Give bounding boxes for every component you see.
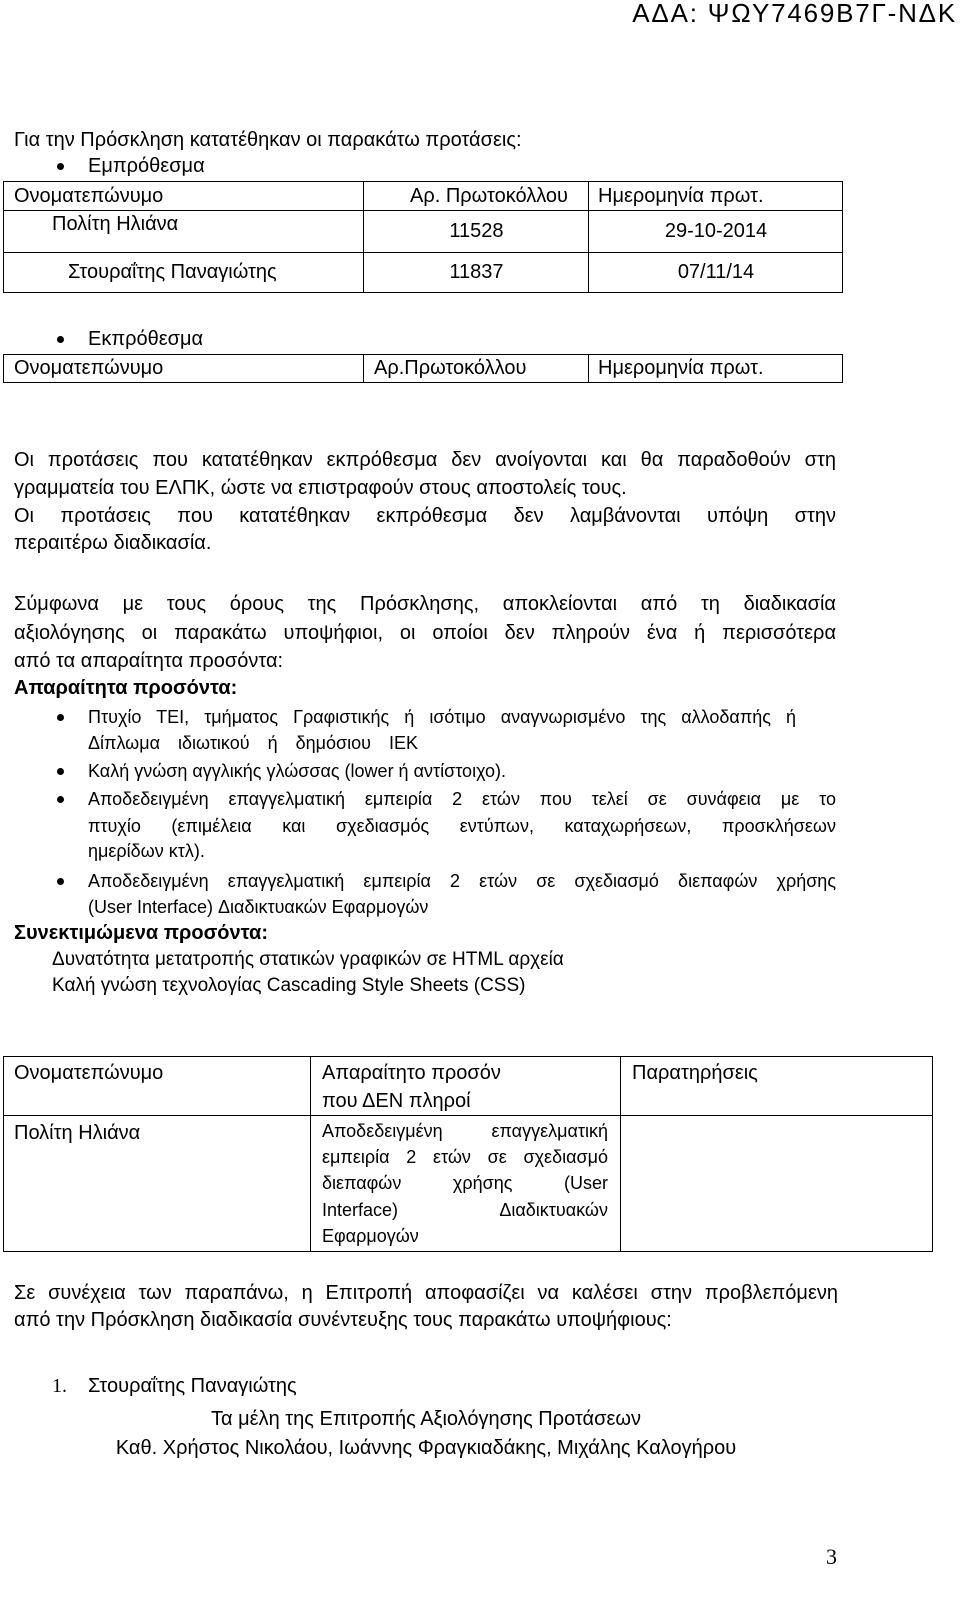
desired-item: Καλή γνώση τεχνολογίας Cascading Style Sheets (CSS): [52, 975, 526, 996]
required-heading: Απαραίτητα προσόντα:: [14, 677, 238, 699]
desired-item: Δυνατότητα μετατροπής στατικών γραφικών σε HTML αρχεία: [52, 949, 564, 970]
committee-title: Τα μέλη της Επιτροπής Αξιολόγησης Προτάσεων: [211, 1408, 641, 1430]
table-cell-date: 07/11/14: [677, 261, 755, 283]
table-header-cell: Ημερομηνία πρωτ.: [598, 357, 764, 379]
bullet-marker: [57, 714, 64, 721]
table-cell-name: Πολίτη Ηλιάνα: [52, 213, 179, 235]
list-number: 1.: [52, 1375, 67, 1397]
bullet-marker: [57, 768, 64, 775]
late-label: Εκπρόθεσμα: [88, 328, 204, 350]
table-header-cell: Αρ.Πρωτοκόλλου: [374, 357, 527, 379]
excluded-table: [3, 1056, 933, 1252]
table-cell-protocol: 11837: [449, 261, 504, 283]
table-cell-protocol: 11528: [449, 220, 504, 242]
table-cell-missing-line: Αποδεδειγμένη επαγγελματική: [322, 1121, 608, 1141]
table-divider: [588, 355, 589, 382]
table-divider: [310, 1057, 311, 1251]
exclusion-line: από τα απαραίτητα προσόντα:: [14, 650, 284, 672]
table-header-cell: Απαραίτητο προσόν: [322, 1062, 501, 1084]
late-note-line: περαιτέρω διαδικασία.: [14, 532, 212, 554]
table-divider: [4, 210, 842, 211]
table-header-cell: Ονοματεπώνυμο: [14, 1062, 164, 1084]
table-header-cell: Αρ. Πρωτοκόλλου: [410, 185, 568, 207]
table-cell-missing-line: Interface) Διαδικτυακών: [322, 1200, 608, 1220]
desired-heading: Συνεκτιμώμενα προσόντα:: [14, 922, 268, 944]
required-item-line: (User Interface) Διαδικτυακών Εφαρμογών: [88, 897, 429, 917]
table-cell-date: 29-10-2014: [664, 220, 768, 242]
required-item-line: Πτυχίο ΤΕΙ, τμήματος Γραφιστικής ή ισότιμο αναγνωρισμένο της αλλοδαπής ή: [88, 707, 796, 727]
late-note-line: Οι προτάσεις που κατατέθηκαν εκπρόθεσμα δεν ανοίγονται και θα παραδοθούν στη: [14, 449, 836, 471]
late-note-line: γραμματεία του ΕΛΠΚ, ώστε να επιστραφούν στους αποστολείς τους.: [14, 477, 627, 499]
table-cell-missing-line: Εφαρμογών: [322, 1226, 419, 1246]
required-item-line: Αποδεδειγμένη επαγγελματική εμπειρία 2 ετών σε σχεδιασμό διεπαφών χρήσης: [88, 871, 836, 891]
decision-line: από την Πρόσκληση διαδικασία συνέντευξης τους παρακάτω υποψήφιους:: [14, 1309, 672, 1331]
required-item-line: ημερίδων κτλ).: [88, 841, 205, 861]
late-note-line: Οι προτάσεις που κατατέθηκαν εκπρόθεσμα δεν λαμβάνονται υπόψη στην: [14, 505, 836, 527]
required-item-line: Αποδεδειγμένη επαγγελματική εμπειρία 2 ετών που τελεί σε συνάφεια με το: [88, 789, 836, 809]
table-cell-name: Στουραΐτης Παναγιώτης: [68, 261, 277, 283]
invited-name: Στουραΐτης Παναγιώτης: [88, 1375, 297, 1397]
bullet-marker: [57, 163, 64, 170]
committee-members: Καθ. Χρήστος Νικολάου, Ιωάννης Φραγκιαδάκης, Μιχάλης Καλογήρου: [115, 1437, 737, 1459]
bullet-marker: [57, 878, 64, 885]
decision-line: Σε συνέχεια των παραπάνω, η Επιτροπή αποφασίζει να καλέσει στην προβλεπόμενη: [14, 1282, 838, 1304]
table-header-cell: Ονοματεπώνυμο: [14, 185, 164, 207]
table-header-cell: Ημερομηνία πρωτ.: [598, 185, 764, 207]
on-time-label: Εμπρόθεσμα: [88, 155, 205, 177]
required-item-line: πτυχίο (επιμέλεια και σχεδιασμός εντύπων, καταχωρήσεων, προσκλήσεων: [88, 816, 836, 836]
on-time-table: [3, 181, 843, 293]
exclusion-line: αξιολόγησης οι παρακάτω υποψήφιοι, οι οποίοι δεν πληρούν ένα ή περισσότερα: [14, 622, 836, 644]
table-cell-remarks: [621, 1116, 929, 1250]
table-header-cell: που ΔΕΝ πληροί: [322, 1090, 471, 1112]
table-divider: [4, 252, 842, 253]
table-header-cell: Παρατηρήσεις: [632, 1062, 758, 1084]
late-table: [3, 354, 843, 383]
intro-text: Για την Πρόσκληση κατατέθηκαν οι παρακάτω προτάσεις:: [14, 129, 522, 151]
table-cell-missing-line: διεπαφών χρήσης (User: [322, 1173, 608, 1193]
bullet-marker: [57, 336, 64, 343]
page-number: 3: [826, 1544, 837, 1569]
table-cell-missing-line: εμπειρία 2 ετών σε σχεδιασμό: [322, 1147, 608, 1167]
table-divider: [363, 355, 364, 382]
ada-code: ΑΔΑ: ΨΩΥ7469Β7Γ-ΝΔΚ: [632, 0, 957, 28]
exclusion-line: Σύμφωνα με τους όρους της Πρόσκλησης, αποκλείονται από τη διαδικασία: [14, 593, 836, 615]
table-header-cell: Ονοματεπώνυμο: [14, 357, 164, 379]
required-item-line: Δίπλωμα ιδιωτικού ή δημόσιου ΙΕΚ: [88, 733, 418, 753]
table-cell-name: Πολίτη Ηλιάνα: [14, 1122, 141, 1144]
bullet-marker: [57, 796, 64, 803]
required-item-line: Καλή γνώση αγγλικής γλώσσας (lower ή αντίστοιχο).: [88, 761, 507, 781]
